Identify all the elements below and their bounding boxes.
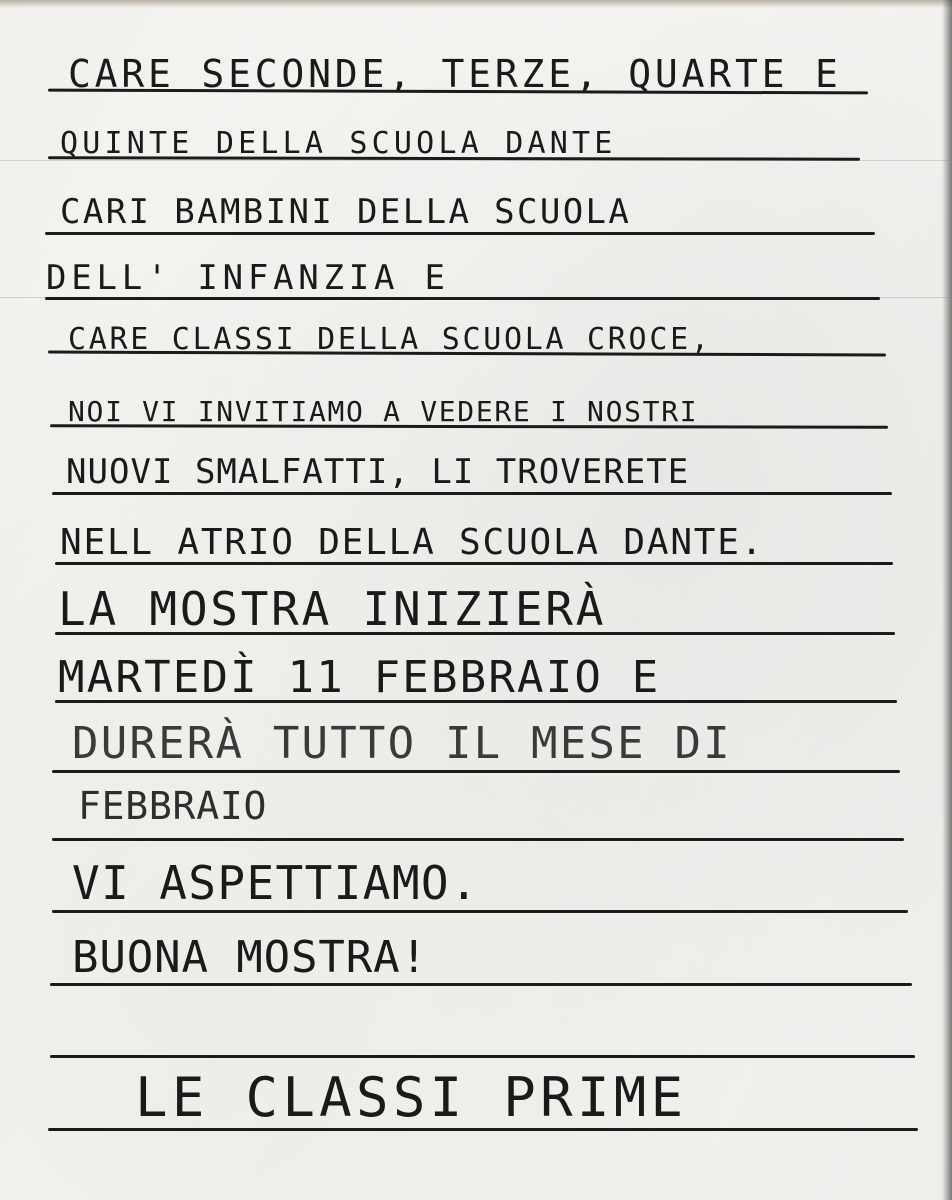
letter-line: VI ASPETTIAMO. xyxy=(72,856,480,910)
ruled-line xyxy=(45,232,875,235)
letter-line: CARE SECONDE, TERZE, QUARTE E xyxy=(68,52,842,96)
letter-line: CARE CLASSI DELLA SCUOLA CROCE, xyxy=(68,322,712,357)
letter-line: DURERÀ TUTTO IL MESE DI xyxy=(72,718,732,769)
letter-line: FEBBRAIO xyxy=(78,784,268,828)
ruled-line xyxy=(52,492,892,495)
ruled-line xyxy=(52,770,900,773)
letter-line: CARI BAMBINI DELLA SCUOLA xyxy=(60,192,632,232)
letter-signature: LE CLASSI PRIME xyxy=(135,1066,688,1129)
letter-line: NUOVI SMALFATTI, LI TROVERETE xyxy=(66,452,690,492)
letter-line: NOI VI INVITIAMO A VEDERE I NOSTRI xyxy=(68,395,699,428)
letter-line: BUONA MOSTRA! xyxy=(72,932,428,983)
ruled-line xyxy=(50,983,912,986)
ruled-line xyxy=(50,1055,915,1058)
ruled-line xyxy=(52,910,908,913)
paper-top-edge xyxy=(0,0,952,8)
letter-line: LA MOSTRA INIZIERÀ xyxy=(58,582,607,636)
ruled-line xyxy=(52,838,904,841)
letter-line: NELL ATRIO DELLA SCUOLA DANTE. xyxy=(60,522,765,563)
paper-right-edge xyxy=(942,0,952,1200)
letter-line: MARTEDÌ 11 FEBBRAIO E xyxy=(58,652,661,703)
letter-line: QUINTE DELLA SCUOLA DANTE xyxy=(60,126,617,161)
letter-line: DELL' INFANZIA E xyxy=(46,258,450,298)
